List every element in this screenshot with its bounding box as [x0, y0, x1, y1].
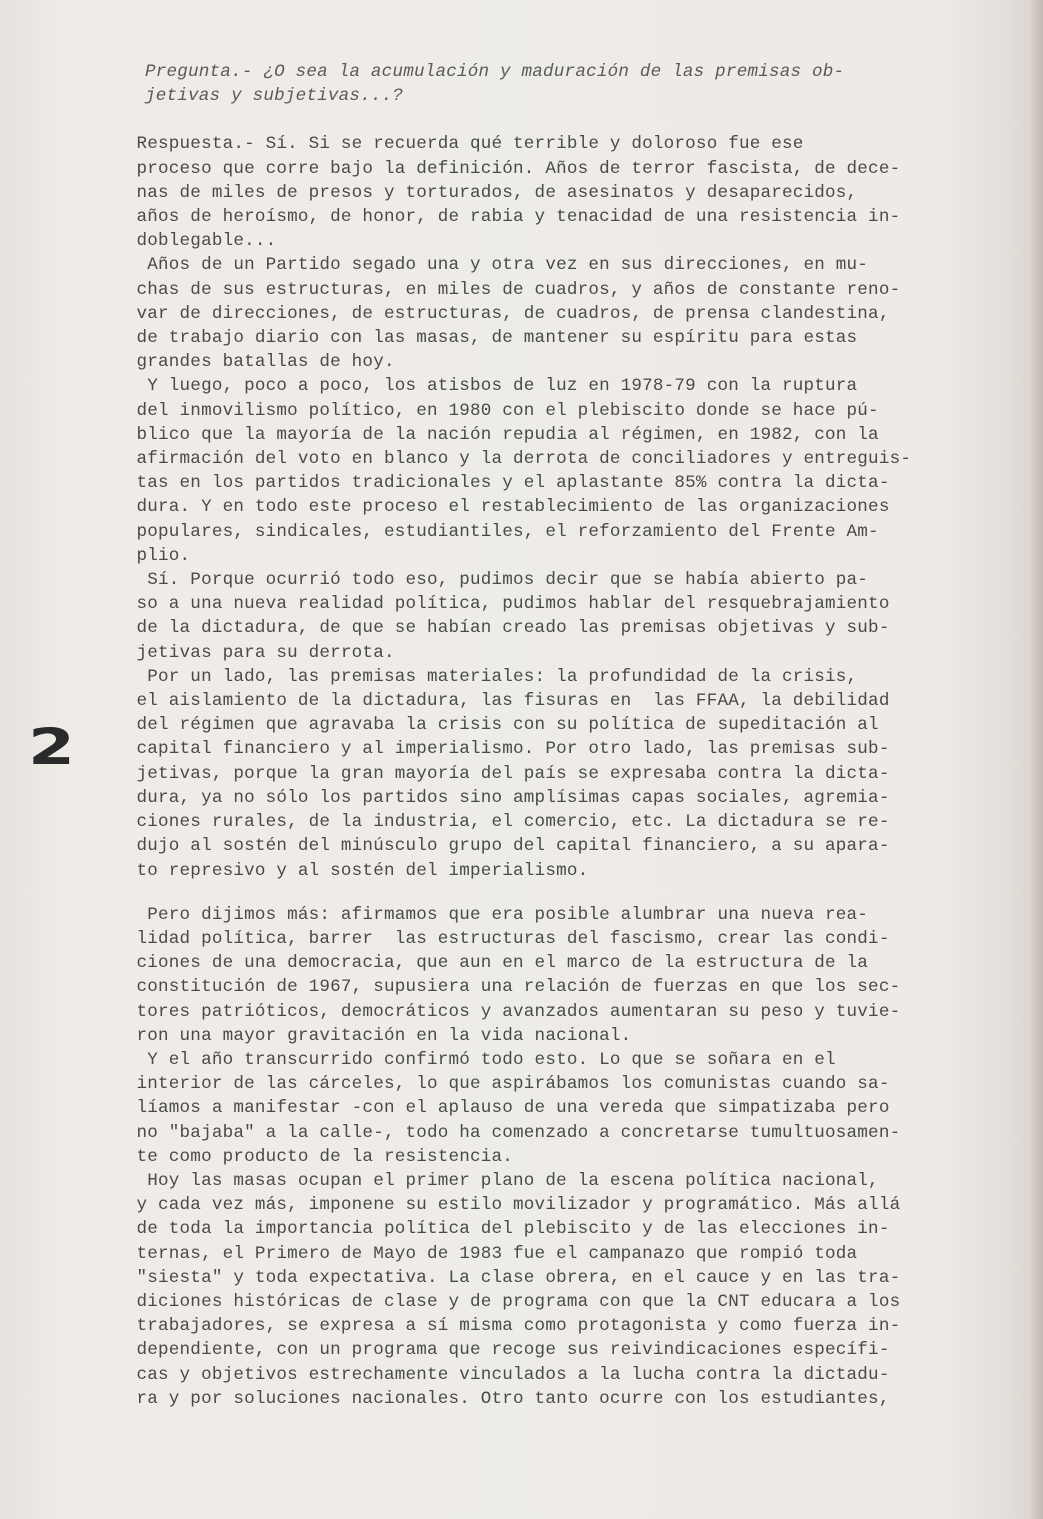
- answer-section-2: [115, 903, 975, 1411]
- answer-section-1: [115, 132, 975, 882]
- text-line: afirmación del voto en blanco y la derrota de conciliadores y entreguis-: [115, 449, 912, 470]
- text-line: diciones históricas de clase y de programa con que la CNT educara a los: [115, 1291, 901, 1312]
- text-line: Por un lado, las premisas materiales: la profundidad de la crisis,: [115, 666, 858, 687]
- paragraph-gap: [115, 883, 975, 903]
- text-line: el aislamiento de la dictadura, las fisuras en las FFAA, la debilidad: [115, 691, 890, 712]
- text-line: no "bajaba" a la calle-, todo ha comenzado a concretarse tumultuosamen-: [115, 1122, 901, 1143]
- text-line: jetivas, porque la gran mayoría del país se expresaba contra la dicta-: [115, 763, 890, 784]
- text-line: dura. Y en todo este proceso el restablecimiento de las organizaciones: [115, 497, 890, 518]
- text-line: dujo al sostén del minúsculo grupo del capital financiero, a su apara-: [115, 836, 890, 857]
- text-line: tores patrióticos, democráticos y avanzados aumentaran su peso y tuvie-: [115, 1001, 901, 1022]
- text-line: ciones rurales, de la industria, el comercio, etc. La dictadura se re-: [115, 812, 890, 833]
- body-text: [115, 60, 975, 1411]
- question-line: jetivas y subjetivas...?: [145, 86, 404, 107]
- text-line: de trabajo diario con las masas, de mantener su espíritu para estas: [115, 328, 858, 349]
- text-line: nas de miles de presos y torturados, de asesinatos y desaparecidos,: [115, 182, 858, 203]
- text-line: chas de sus estructuras, en miles de cuadros, y años de constante reno-: [115, 279, 901, 300]
- question-line: Pregunta.- ¿O sea la acumulación y maduración de las premisas ob-: [145, 62, 845, 82]
- text-line: Respuesta.- Sí. Si se recuerda qué terrible y doloroso fue ese: [115, 134, 804, 155]
- text-line: interior de las cárceles, lo que aspirábamos los comunistas cuando sa-: [115, 1074, 890, 1095]
- text-line: ra y por soluciones nacionales. Otro tanto ocurre con los estudiantes,: [115, 1388, 890, 1409]
- text-line: ciones de una democracia, que aun en el marco de la estructura de la: [115, 953, 869, 974]
- text-line: dura, ya no sólo los partidos sino amplísimas capas sociales, agremia-: [115, 787, 890, 808]
- text-line: líamos a manifestar -con el aplauso de una vereda que simpatizaba pero: [115, 1098, 890, 1119]
- text-line: de toda la importancia política del plebiscito y de las elecciones in-: [115, 1219, 890, 1240]
- text-line: Años de un Partido segado una y otra vez en sus direcciones, en mu-: [115, 255, 869, 276]
- text-line: "siesta" y toda expectativa. La clase obrera, en el cauce y en las tra-: [115, 1267, 901, 1288]
- text-line: Sí. Porque ocurrió todo eso, pudimos decir que se había abierto pa-: [115, 570, 869, 591]
- page-number: 2: [28, 718, 75, 776]
- paragraph-gap: [115, 108, 975, 132]
- text-line: populares, sindicales, estudiantiles, el reforzamiento del Frente Am-: [115, 521, 879, 542]
- text-line: so a una nueva realidad política, pudimos hablar del resquebrajamiento: [115, 594, 890, 615]
- text-line: años de heroísmo, de honor, de rabia y tenacidad de una resistencia in-: [115, 207, 901, 228]
- text-line: trabajadores, se expresa a sí misma como protagonista y como fuerza in-: [115, 1316, 901, 1337]
- text-line: lidad política, barrer las estructuras del fascismo, crear las condi-: [115, 928, 890, 949]
- text-line: Pero dijimos más: afirmamos que era posible alumbrar una nueva rea-: [115, 904, 869, 925]
- text-line: plio.: [115, 545, 191, 566]
- text-line: te como producto de la resistencia.: [115, 1146, 514, 1167]
- text-line: del régimen que agravaba la crisis con su política de supeditación al: [115, 715, 879, 736]
- text-line: doblegable...: [115, 231, 277, 252]
- text-line: Y el año transcurrido confirmó todo esto. Lo que se soñara en el: [115, 1049, 836, 1070]
- text-line: Y luego, poco a poco, los atisbos de luz en 1978-79 con la ruptura: [115, 376, 858, 397]
- page-edge-shadow: [1029, 0, 1043, 1519]
- text-line: ron una mayor gravitación en la vida nacional.: [115, 1025, 632, 1046]
- text-line: dependiente, con un programa que recoge sus reivindicaciones específi-: [115, 1340, 890, 1361]
- text-line: de la dictadura, de que se habían creado las premisas objetivas y sub-: [115, 618, 890, 639]
- text-line: grandes batallas de hoy.: [115, 352, 395, 373]
- text-line: proceso que corre bajo la definición. Años de terror fascista, de dece-: [115, 158, 901, 179]
- text-line: capital financiero y al imperialismo. Por otro lado, las premisas sub-: [115, 739, 890, 760]
- text-line: constitución de 1967, supusiera una relación de fuerzas en que los sec-: [115, 977, 901, 998]
- text-line: del inmovilismo político, en 1980 con el plebiscito donde se hace pú-: [115, 400, 879, 421]
- text-line: tas en los partidos tradicionales y el aplastante 85% contra la dicta-: [115, 473, 890, 494]
- text-line: jetivas para su derrota.: [115, 642, 395, 663]
- text-line: var de direcciones, de estructuras, de cuadros, de prensa clandestina,: [115, 303, 890, 324]
- text-line: to represivo y al sostén del imperialismo.: [115, 860, 589, 881]
- text-line: ternas, el Primero de Mayo de 1983 fue el campanazo que rompió toda: [115, 1243, 858, 1264]
- text-line: Hoy las masas ocupan el primer plano de la escena política nacional,: [115, 1170, 879, 1191]
- text-line: blico que la mayoría de la nación repudia al régimen, en 1982, con la: [115, 424, 879, 445]
- text-line: y cada vez más, imponene su estilo movilizador y programático. Más allá: [115, 1195, 901, 1216]
- text-line: cas y objetivos estrechamente vinculados a la lucha contra la dictadu-: [115, 1364, 890, 1385]
